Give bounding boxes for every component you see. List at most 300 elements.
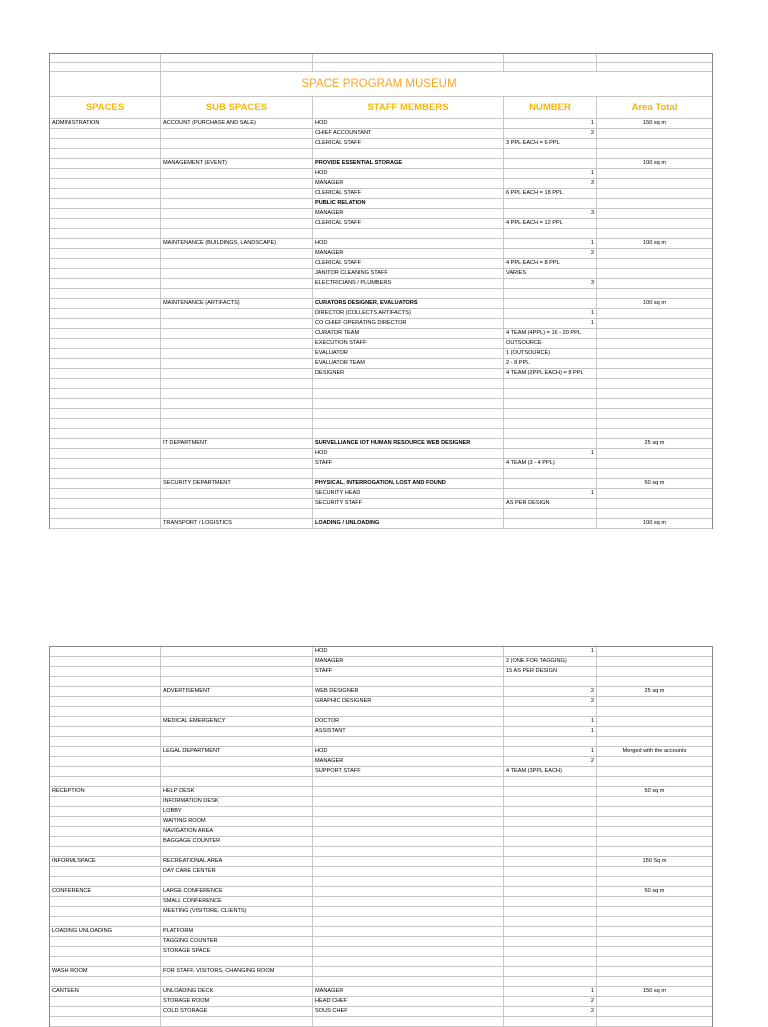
table-row	[50, 657, 712, 667]
table-row	[50, 987, 712, 997]
area-total-cell: 50 sq m	[644, 480, 665, 486]
spaces-cell: WASH ROOM	[50, 967, 161, 976]
spaces-cell	[50, 359, 161, 368]
area-total-cell	[597, 339, 712, 348]
table-row	[50, 957, 712, 967]
number-cell: 4 TEAM (3 - 4 PPL)	[504, 459, 597, 468]
spacer-row	[50, 63, 712, 72]
number-cell: 1	[504, 727, 597, 736]
sub-space-cell	[161, 489, 313, 498]
spaces-cell	[50, 429, 161, 438]
number-cell: 4 PPL EACH = 12 PPL	[504, 219, 597, 228]
table-row	[50, 727, 712, 737]
staff-member-cell: HOD	[313, 239, 504, 248]
table-row	[50, 687, 712, 697]
staff-member-cell	[313, 379, 504, 388]
staff-member-cell	[313, 857, 504, 866]
number-cell	[504, 827, 597, 836]
sub-space-cell: IT DEPARTMENT	[161, 439, 313, 448]
spaces-cell	[50, 439, 161, 448]
number-cell: 3 PPL EACH = 6 PPL	[504, 139, 597, 148]
sub-space-cell	[161, 1017, 313, 1026]
table-row	[50, 469, 712, 479]
staff-member-cell	[313, 957, 504, 966]
area-total-cell	[597, 329, 712, 338]
staff-member-cell: SECURITY STAFF	[313, 499, 504, 508]
sheet-1-body	[50, 119, 712, 529]
staff-member-cell	[313, 867, 504, 876]
staff-member-cell	[313, 817, 504, 826]
sub-space-cell: PLATFORM	[161, 927, 313, 936]
table-row	[50, 329, 712, 339]
number-cell	[504, 887, 597, 896]
table-row	[50, 887, 712, 897]
table-row	[50, 239, 712, 249]
spaces-cell	[50, 917, 161, 926]
table-row	[50, 897, 712, 907]
spaces-cell	[50, 419, 161, 428]
staff-member-cell	[313, 977, 504, 986]
sub-space-cell	[161, 499, 313, 508]
spaces-cell	[50, 937, 161, 946]
area-total-cell	[597, 349, 712, 358]
area-total-cell: 100 sq m	[642, 240, 666, 246]
area-total-cell	[597, 199, 712, 208]
area-total-cell	[597, 957, 712, 966]
staff-member-cell	[313, 737, 504, 746]
area-total-cell	[597, 269, 712, 278]
sub-space-cell	[161, 767, 313, 776]
area-total-cell	[597, 677, 712, 686]
table-row	[50, 439, 712, 449]
spaces-cell	[50, 677, 161, 686]
number-cell: 1	[504, 717, 597, 726]
table-row	[50, 319, 712, 329]
number-cell	[504, 947, 597, 956]
sub-space-cell: INFORMATION DESK	[161, 797, 313, 806]
staff-member-cell: MANAGER	[313, 657, 504, 666]
number-cell: 2 (ONE FOR TAGGING)	[504, 657, 597, 666]
number-cell: 4 TEAM (4PPL) = 16 - 20 PPL	[504, 329, 597, 338]
spaces-cell	[50, 957, 161, 966]
spaces-cell	[50, 499, 161, 508]
spaces-cell	[50, 459, 161, 468]
number-cell: 2	[504, 697, 597, 706]
number-cell: 2	[504, 997, 597, 1006]
sub-space-cell: UNLOADING DECK	[161, 987, 313, 996]
sub-space-cell: SMALL CONFERENCE	[161, 897, 313, 906]
spaces-cell	[50, 1007, 161, 1016]
area-total-cell	[597, 309, 712, 318]
area-total-cell	[597, 897, 712, 906]
number-cell: 4 PPL EACH = 8 PPL	[504, 259, 597, 268]
table-row	[50, 967, 712, 977]
table-row	[50, 917, 712, 927]
staff-member-cell: DIRECTOR (COLLECTS ARTIFACTS)	[313, 309, 504, 318]
staff-member-cell	[313, 837, 504, 846]
staff-member-cell: CLERICAL STAFF	[313, 189, 504, 198]
area-total-cell	[597, 389, 712, 398]
area-total-cell	[597, 697, 712, 706]
table-row	[50, 667, 712, 677]
spaces-cell	[50, 279, 161, 288]
area-total-cell	[597, 219, 712, 228]
staff-member-cell	[313, 927, 504, 936]
spaces-cell	[50, 479, 161, 488]
sub-space-cell	[161, 129, 313, 138]
sub-space-cell	[161, 697, 313, 706]
area-total-cell	[597, 997, 712, 1006]
spaces-cell	[50, 489, 161, 498]
staff-member-cell: GRAPHIC DESIGNER	[313, 697, 504, 706]
area-total-cell	[597, 259, 712, 268]
staff-member-cell: SUPPORT STAFF	[313, 767, 504, 776]
sub-space-cell	[161, 707, 313, 716]
table-row	[50, 379, 712, 389]
number-cell	[504, 797, 597, 806]
spaces-cell	[50, 907, 161, 916]
spaces-cell	[50, 199, 161, 208]
number-cell: 4 TEAM (3PPL EACH)	[504, 767, 597, 776]
sub-space-cell	[161, 339, 313, 348]
area-total-cell	[597, 807, 712, 816]
sub-space-cell: MAINTENANCE (ARTIFACTS)	[161, 299, 313, 308]
number-cell	[504, 509, 597, 518]
spaces-cell	[50, 319, 161, 328]
number-cell: AS PER DESIGN	[504, 499, 597, 508]
sub-space-cell	[161, 269, 313, 278]
area-total-cell	[597, 249, 712, 258]
table-row	[50, 787, 712, 797]
header-staff-members: STAFF MEMBERS	[313, 97, 504, 118]
staff-member-cell	[313, 419, 504, 428]
spaces-cell	[50, 827, 161, 836]
area-total-cell	[597, 817, 712, 826]
sub-space-cell	[161, 259, 313, 268]
staff-member-cell: HEAD CHEF	[313, 997, 504, 1006]
staff-member-cell: HOD	[313, 747, 504, 756]
number-cell	[504, 199, 597, 208]
sub-space-cell	[161, 469, 313, 478]
number-cell: 1	[504, 239, 597, 248]
staff-member-cell	[313, 399, 504, 408]
spaces-cell	[50, 449, 161, 458]
number-cell	[504, 299, 597, 308]
area-total-cell	[597, 429, 712, 438]
staff-member-cell: PROVIDE ESSENTIAL STORAGE	[313, 159, 504, 168]
area-total-cell	[597, 727, 712, 736]
sub-space-cell	[161, 737, 313, 746]
sub-space-cell: MEETING (VISITORE, CLIENTS)	[161, 907, 313, 916]
staff-member-cell: MANAGER	[313, 209, 504, 218]
number-cell	[504, 469, 597, 478]
number-cell	[504, 817, 597, 826]
table-row	[50, 767, 712, 777]
spaces-cell	[50, 239, 161, 248]
staff-member-cell	[313, 149, 504, 158]
area-total-cell: 100 sq m	[642, 160, 666, 166]
table-row	[50, 837, 712, 847]
number-cell: 1	[504, 747, 597, 756]
staff-member-cell	[313, 787, 504, 796]
table-row	[50, 179, 712, 189]
sheet-title: SPACE PROGRAM MUSEUM	[301, 78, 457, 90]
table-row	[50, 189, 712, 199]
table-row	[50, 289, 712, 299]
area-total-cell	[597, 169, 712, 178]
sub-space-cell: BAGGAGE COUNTER	[161, 837, 313, 846]
staff-member-cell	[313, 877, 504, 886]
area-total-cell	[597, 419, 712, 428]
number-cell	[504, 737, 597, 746]
table-row	[50, 369, 712, 379]
spaces-cell	[50, 289, 161, 298]
sub-space-cell	[161, 379, 313, 388]
sub-space-cell	[161, 877, 313, 886]
sub-space-cell: TAGGING COUNTER	[161, 937, 313, 946]
number-cell	[504, 439, 597, 448]
sub-space-cell	[161, 189, 313, 198]
area-total-cell	[597, 907, 712, 916]
staff-member-cell: CURATORS DESIGNER, EVALUATORS	[313, 299, 504, 308]
number-cell	[504, 847, 597, 856]
area-total-cell	[597, 1007, 712, 1016]
staff-member-cell: STAFF	[313, 459, 504, 468]
number-cell	[504, 927, 597, 936]
spaces-cell	[50, 947, 161, 956]
spaces-cell	[50, 139, 161, 148]
number-cell	[504, 519, 597, 528]
sub-space-cell: LOBBY	[161, 807, 313, 816]
area-total-cell	[597, 229, 712, 238]
number-cell: 2	[504, 687, 597, 696]
table-row	[50, 867, 712, 877]
staff-member-cell: HOD	[313, 119, 504, 128]
area-total-cell: 50 sq m	[644, 888, 665, 894]
sub-space-cell: ADVERTISEMENT	[161, 687, 313, 696]
table-row	[50, 389, 712, 399]
table-row	[50, 279, 712, 289]
spaces-cell	[50, 509, 161, 518]
spaces-cell	[50, 399, 161, 408]
spaces-cell	[50, 469, 161, 478]
sub-space-cell	[161, 509, 313, 518]
table-row	[50, 1017, 712, 1027]
sub-space-cell	[161, 389, 313, 398]
table-row	[50, 797, 712, 807]
spaces-cell: LOADING UNLOADING	[50, 927, 161, 936]
staff-member-cell	[313, 409, 504, 418]
sub-space-cell	[161, 199, 313, 208]
staff-member-cell: HOD	[313, 169, 504, 178]
spaces-cell	[50, 687, 161, 696]
number-cell: 1	[504, 489, 597, 498]
spaces-cell	[50, 847, 161, 856]
table-row	[50, 907, 712, 917]
header-spaces: SPACES	[50, 97, 161, 118]
spaces-cell	[50, 977, 161, 986]
table-row	[50, 647, 712, 657]
number-cell: OUTSOURCE	[504, 339, 597, 348]
spaces-cell	[50, 837, 161, 846]
spaces-cell	[50, 997, 161, 1006]
spaces-cell	[50, 667, 161, 676]
staff-member-cell	[313, 947, 504, 956]
area-total-cell	[597, 777, 712, 786]
table-row	[50, 757, 712, 767]
number-cell: 2 - 8 PPL	[504, 359, 597, 368]
number-cell	[504, 967, 597, 976]
sub-space-cell: SECURITY DEPARTMENT	[161, 479, 313, 488]
number-cell	[504, 977, 597, 986]
area-total-cell	[597, 797, 712, 806]
spaces-cell: ADMINISTRATION	[50, 119, 161, 128]
spaces-cell	[50, 159, 161, 168]
number-cell	[504, 777, 597, 786]
spaces-cell	[50, 807, 161, 816]
table-row	[50, 429, 712, 439]
area-total-cell	[597, 189, 712, 198]
sub-space-cell	[161, 179, 313, 188]
table-row	[50, 827, 712, 837]
sub-space-cell: MEDICAL EMERGENCY	[161, 717, 313, 726]
area-total-cell	[597, 449, 712, 458]
table-row	[50, 737, 712, 747]
area-total-cell	[597, 489, 712, 498]
table-row	[50, 199, 712, 209]
area-total-cell	[597, 499, 712, 508]
staff-member-cell: CLERICAL STAFF	[313, 139, 504, 148]
table-row	[50, 857, 712, 867]
spaces-cell	[50, 707, 161, 716]
number-cell	[504, 907, 597, 916]
sub-space-cell	[161, 677, 313, 686]
sub-space-cell	[161, 209, 313, 218]
area-total-cell	[597, 767, 712, 776]
sub-space-cell	[161, 139, 313, 148]
staff-member-cell	[313, 1017, 504, 1026]
table-row	[50, 847, 712, 857]
number-cell: VARIES	[504, 269, 597, 278]
table-row	[50, 349, 712, 359]
sub-space-cell	[161, 359, 313, 368]
spacer-row	[50, 54, 712, 63]
area-total-cell	[597, 209, 712, 218]
area-total-cell	[597, 947, 712, 956]
area-total-cell: 25 sq m	[644, 440, 665, 446]
table-row	[50, 807, 712, 817]
sub-space-cell	[161, 459, 313, 468]
area-total-cell: Merged with the accounts	[622, 748, 687, 754]
staff-member-cell: SOUS CHEF	[313, 1007, 504, 1016]
spaces-cell	[50, 249, 161, 258]
sub-space-cell: MANAGEMENT (EVENT)	[161, 159, 313, 168]
spaces-cell	[50, 269, 161, 278]
spaces-cell	[50, 349, 161, 358]
spaces-cell	[50, 767, 161, 776]
number-cell	[504, 159, 597, 168]
staff-member-cell: PHYSICAL, INTERROGATION, LOST AND FOUND	[313, 479, 504, 488]
staff-member-cell	[313, 827, 504, 836]
spaces-cell	[50, 229, 161, 238]
sheet-page-2	[49, 646, 713, 1027]
sub-space-cell	[161, 169, 313, 178]
spaces-cell: CONFERENCE	[50, 887, 161, 896]
spaces-cell	[50, 877, 161, 886]
staff-member-cell: MANAGER	[313, 249, 504, 258]
table-row	[50, 459, 712, 469]
number-cell: 3	[504, 209, 597, 218]
number-cell: 4 TEAM (2PPL EACH) = 8 PPL	[504, 369, 597, 378]
staff-member-cell: DOCTOR	[313, 717, 504, 726]
sub-space-cell	[161, 727, 313, 736]
area-total-cell	[597, 827, 712, 836]
sub-space-cell: TRANSPORT / LOGISTICS	[161, 519, 313, 528]
number-cell	[504, 897, 597, 906]
sub-space-cell	[161, 777, 313, 786]
number-cell	[504, 389, 597, 398]
number-cell: 2	[504, 1007, 597, 1016]
spaces-cell	[50, 259, 161, 268]
table-row	[50, 489, 712, 499]
sub-space-cell	[161, 917, 313, 926]
table-row	[50, 209, 712, 219]
number-cell: 1 (OUTSOURCE)	[504, 349, 597, 358]
spaces-cell	[50, 209, 161, 218]
staff-member-cell	[313, 677, 504, 686]
table-row	[50, 697, 712, 707]
area-total-cell	[597, 1017, 712, 1026]
number-cell: 1	[504, 119, 597, 128]
number-cell	[504, 807, 597, 816]
table-row	[50, 677, 712, 687]
sub-space-cell	[161, 309, 313, 318]
spaces-cell	[50, 329, 161, 338]
sub-space-cell	[161, 149, 313, 158]
sheet-page-1	[49, 53, 713, 529]
staff-member-cell	[313, 429, 504, 438]
table-row	[50, 419, 712, 429]
area-total-cell	[597, 707, 712, 716]
table-row	[50, 119, 712, 129]
table-row	[50, 339, 712, 349]
number-cell: 1	[504, 309, 597, 318]
number-cell: 1	[504, 647, 597, 656]
number-cell	[504, 429, 597, 438]
staff-member-cell: MANAGER	[313, 987, 504, 996]
area-total-cell	[597, 737, 712, 746]
table-row	[50, 139, 712, 149]
area-total-cell	[597, 369, 712, 378]
header-area-total: Area Total	[631, 102, 678, 113]
title-row	[50, 72, 712, 97]
staff-member-cell: HOD	[313, 449, 504, 458]
staff-member-cell	[313, 887, 504, 896]
area-total-cell	[597, 129, 712, 138]
sub-space-cell: WAITING ROOM	[161, 817, 313, 826]
table-row	[50, 937, 712, 947]
area-total-cell	[597, 469, 712, 478]
table-row	[50, 299, 712, 309]
staff-member-cell: CO CHIEF OPERATING DIRECTOR	[313, 319, 504, 328]
staff-member-cell	[313, 807, 504, 816]
sub-space-cell: ACCOUNT (PURCHASE AND SALE)	[161, 119, 313, 128]
area-total-cell	[597, 937, 712, 946]
number-cell: 1	[504, 987, 597, 996]
staff-member-cell: EXECUTION STAFF	[313, 339, 504, 348]
number-cell: 1	[504, 319, 597, 328]
area-total-cell	[597, 927, 712, 936]
